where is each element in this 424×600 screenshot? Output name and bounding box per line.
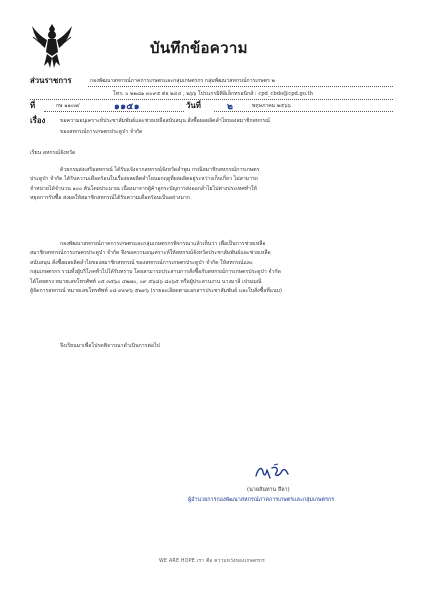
agency-underline: [88, 86, 393, 87]
signer-name: (นายสันทาน สีลา): [247, 487, 290, 493]
signature-mark: [252, 462, 292, 482]
garuda-emblem-icon: [30, 22, 74, 70]
paragraph-line: ผู้จัดการสหกรณ์ หมายเลขโทรศัพท์ ๐๘ ๙๙๙๖ ๕๒๙๖ (รายละเอียดตามเอกสารประชาสัมพันธ์ และใบสั่งซื้อที่แนบ): [30, 287, 282, 294]
agency-value: กองพัฒนาสหกรณ์ภาคการเกษตรและกลุ่มเกษตรกร กลุ่มพัฒนาสหกรณ์การเกษตร ๒: [90, 78, 275, 84]
subject-line-2: ของสหกรณ์การเกษตรประดูป่า จำกัด: [60, 129, 143, 135]
paragraph-line: ด้วยกรมส่งเสริมสหกรณ์ ได้รับแจ้งจากสหกรณ์จังหวัดลำพูน กรณีสมาชิกสหกรณ์การเกษตร: [60, 167, 260, 173]
agency-contact: โทร. ๐ ๒๒๘๑ ๓๐๙๕ ต่อ ๒๔๔ , ๒๖๖ โปรแกรมิติอิเล็กทรอนิกส์ : cpd_cbdo@cpd.go.th: [113, 91, 313, 97]
date-month-year: พฤษภาคม ๒๕๖๖: [252, 103, 291, 109]
ref-prefix: กษ ๑๑๐๗/: [56, 103, 80, 109]
date-label: วันที่: [186, 101, 201, 110]
paragraph-line: ได้โดยตรง หมายเลขโทรศัพท์ ๐๕ ๓๕๖๐ ๔๒๗๐, ๐๙ ๕๖๘๖ ๘๐๖๕ หรือผู้ประสานงาน นางมาลี เปรมมณี: [30, 278, 262, 285]
salutation: เรียน สหกรณ์จังหวัด: [30, 150, 76, 156]
signer-position: ผู้อำนวยการกองพัฒนาสหกรณ์ภาคการเกษตรและกลุ่มเกษตรกร: [188, 497, 335, 503]
subject-line-1: ขอความอนุเคราะห์ประชาสัมพันธ์และช่วยเหลือสนับสนุน สั่งซื้อผลผลิตลำไยของสมาชิกสหกรณ์: [60, 118, 270, 124]
paragraph-line: หยุดการรับซื้อ ส่งผลให้สมาชิกสหกรณ์ได้รับความเดือดร้อนเป็นอย่างมาก: [30, 195, 190, 202]
paragraph-line: จึงเรียนมาเพื่อโปรดพิจารณาดำเนินการต่อไป: [60, 343, 160, 349]
contact-underline: [30, 99, 393, 100]
date-day: ๒: [227, 102, 233, 112]
paragraph-line: กลุ่มเกษตรกร รวมทั้งผู้บริโภคทั่วไปได้รับทราบ โดยสามารถประสานการสั่งซื้อกับสหกรณ์การเกษตรประดูป่า จำกัด: [30, 269, 281, 276]
paragraph-line: จำหน่ายได้จำนวน ๑๐๐ ตันโดยประมาณ เนื่องมาจากผู้ค้าลูกระบัญการส่งออกลำไยไปต่างประเทศทำให้: [30, 185, 257, 192]
ref-number: ๑๑๕๑: [114, 102, 140, 112]
document-title: บันทึกข้อความ: [150, 39, 248, 57]
paragraph-1: [30, 166, 259, 204]
ref-label: ที่: [30, 101, 36, 110]
paragraph-line: ประดูป่า จำกัด ได้รับความเดือดร้อนในเรื่องผลผลิตลำไยนอกฤดูที่ผลผลิตอยู่ระหว่างเก็บเกี่ยว ไม่สามารถ: [30, 176, 259, 183]
paragraph-2: [30, 240, 282, 296]
ref-underline: [44, 111, 184, 112]
agency-label: ส่วนราชการ: [30, 76, 72, 85]
subject-label: เรื่อง: [30, 116, 46, 125]
date-underline: [214, 111, 393, 112]
footer-slogan: WE ARE HOPE เรา คือ ความหวังของเกษตรกร: [159, 559, 265, 564]
paragraph-line: กองพัฒนาสหกรณ์ภาคการเกษตรและกลุ่มเกษตรกรพิจารณาแล้วเห็นว่า เพื่อเป็นการช่วยเหลือ: [60, 241, 266, 247]
paragraph-line: สนับสนุน สั่งซื้อผลผลิตลำไยของสมาชิกสหกรณ์ ของสหกรณ์การเกษตรประดูป่า จำกัด ให้สหกรณ์และ: [30, 259, 253, 266]
paragraph-3: [30, 342, 160, 351]
paragraph-line: สมาชิกสหกรณ์การเกษตรประดูป่า จำกัด จึงขอความอนุเคราะห์ให้สหกรณ์จังหวัดประชาสัมพันธ์และช่วยเหลือ: [30, 250, 271, 257]
